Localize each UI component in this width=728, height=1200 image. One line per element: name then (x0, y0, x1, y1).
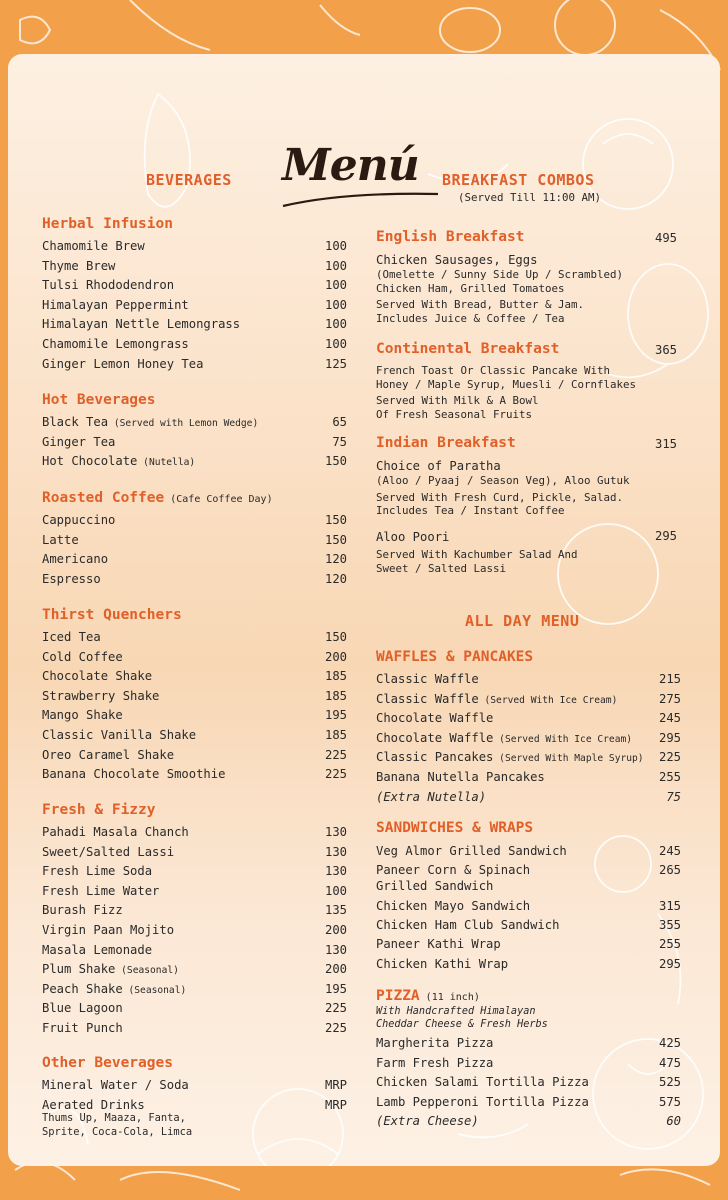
item-price: 150 (324, 454, 347, 469)
item-name: Margherita Pizza (376, 1036, 494, 1050)
item-name: Burash Fizz (42, 903, 123, 918)
item-name: Chocolate Waffle (376, 711, 494, 726)
item-name: Chicken Kathi Wrap (376, 957, 509, 971)
item-price: 425 (658, 1036, 681, 1050)
item-note: (Seasonal) (115, 965, 179, 977)
item-price: 475 (658, 1055, 681, 1070)
item-price: 65 (332, 415, 347, 429)
menu-item (42, 980, 347, 998)
menu-item (42, 511, 347, 529)
item-name: Himalayan Nettle Lemongrass (42, 317, 241, 332)
menu-item (42, 960, 347, 978)
combo-price: 495 (655, 231, 678, 245)
menu-item (42, 315, 347, 333)
item-price: 125 (324, 356, 347, 371)
combo-price: 295 (655, 529, 678, 543)
group-heading: Roasted Coffee (Cafe Coffee Day) (42, 490, 273, 506)
group-heading: Thirst Quenchers (42, 607, 182, 623)
menu-item (376, 709, 681, 727)
combo-line: Chicken Sausages, Eggs (376, 253, 538, 267)
menu-card (8, 54, 720, 1166)
menu-item (376, 748, 681, 766)
section-heading-beverages: BEVERAGES (146, 171, 232, 189)
combo-line: Aloo Poori (376, 530, 450, 544)
item-price: 225 (324, 747, 347, 762)
item-price: 225 (324, 1021, 347, 1035)
item-name: (Extra Cheese) (376, 1114, 479, 1129)
menu-item (376, 670, 681, 688)
item-price: 100 (324, 258, 347, 273)
item-name: Ginger Lemon Honey Tea (42, 356, 204, 371)
item-note: (Nutella) (137, 457, 196, 469)
item-price: 150 (324, 513, 347, 527)
item-name: Chocolate Shake (42, 669, 153, 684)
item-price: 225 (324, 1001, 347, 1016)
item-name: Sweet/Salted Lassi (42, 844, 175, 859)
menu-item (376, 690, 681, 708)
item-price: 315 (658, 899, 681, 913)
item-name: Black Tea (Served with Lemon Wedge) (42, 415, 259, 429)
menu-item (376, 842, 681, 860)
menu-item (376, 916, 681, 934)
item-name: Hot Chocolate (Nutella) (42, 454, 196, 469)
item-name: Americano (42, 552, 109, 567)
menu-item (42, 999, 347, 1017)
item-name: Peach Shake (Seasonal) (42, 981, 187, 996)
item-price: 120 (324, 552, 347, 567)
menu-item (376, 935, 681, 953)
combo-note: (Aloo / Pyaaj / Season Veg), Aloo Gutuk (376, 474, 630, 487)
item-name: Chamomile Brew (42, 239, 145, 253)
item-name: Cappuccino (42, 513, 116, 527)
item-name: Grilled Sandwich (376, 879, 494, 893)
item-name: Espresso (42, 571, 101, 586)
item-name: (Extra Nutella) (376, 789, 487, 804)
item-name: Himalayan Peppermint (42, 297, 189, 312)
group-heading: Hot Beverages (42, 392, 156, 408)
item-price: 265 (658, 863, 681, 877)
item-name: Mineral Water / Soda (42, 1078, 189, 1092)
item-price: 150 (324, 532, 347, 547)
item-price: 295 (658, 957, 681, 971)
menu-item (42, 1076, 347, 1094)
item-name: Masala Lemonade (42, 942, 153, 957)
combo-name: English Breakfast (376, 229, 525, 245)
item-name: Veg Almor Grilled Sandwich (376, 844, 567, 858)
item-price: 355 (658, 918, 681, 932)
item-price: 255 (658, 937, 681, 951)
menu-item (42, 901, 347, 919)
item-price: 150 (324, 630, 347, 644)
item-name: Fruit Punch (42, 1021, 123, 1035)
menu-item (42, 921, 347, 939)
item-price: 100 (324, 337, 347, 351)
menu-item (376, 1112, 681, 1130)
combo-note: (Omelette / Sunny Side Up / Scrambled) Chicken Ham, Grilled Tomatoes (376, 268, 624, 295)
item-name: Cold Coffee (42, 649, 123, 664)
item-price: 130 (324, 942, 347, 957)
item-note: (Served With Ice Cream) (493, 733, 633, 745)
item-name: Chicken Mayo Sandwich (376, 899, 531, 913)
pizza-note: With Handcrafted Himalayan Cheddar Cheese & Fresh Herbs (376, 1006, 548, 1030)
item-price: 195 (324, 981, 347, 996)
item-name: Plum Shake (Seasonal) (42, 962, 179, 977)
item-price: MRP (324, 1097, 347, 1112)
item-price: 225 (324, 767, 347, 782)
item-note: (Served With Maple Syrup) (493, 753, 644, 765)
menu-item (42, 941, 347, 959)
item-price: 185 (324, 728, 347, 742)
item-name: Lamb Pepperoni Tortilla Pizza (376, 1094, 589, 1109)
menu-item (42, 726, 347, 744)
item-name: Pahadi Masala Chanch (42, 825, 189, 839)
menu-item (376, 768, 681, 786)
item-price: 295 (658, 730, 681, 745)
menu-item (42, 355, 347, 373)
item-name: Chamomile Lemongrass (42, 337, 189, 351)
menu-item (376, 955, 681, 973)
menu-item (42, 335, 347, 353)
group-heading: Fresh & Fizzy (42, 802, 156, 818)
combo-note: Served With Bread, Butter & Jam. Includes Juice & Coffee / Tea (376, 298, 585, 325)
item-price: 200 (324, 649, 347, 664)
item-price: 225 (658, 750, 681, 765)
combo-note: Served With Fresh Curd, Pickle, Salad. Includes Tea / Instant Coffee (376, 490, 624, 517)
item-price: 130 (324, 864, 347, 879)
section-heading-breakfast: BREAKFAST COMBOS (442, 171, 595, 189)
menu-item (42, 257, 347, 275)
item-name: Thyme Brew (42, 258, 116, 273)
menu-item (42, 765, 347, 783)
menu-item (42, 882, 347, 900)
item-name: Virgin Paan Mojito (42, 923, 175, 937)
item-price: 245 (658, 711, 681, 726)
menu-item (42, 276, 347, 294)
menu-item (42, 452, 347, 470)
menu-item (376, 1054, 681, 1072)
item-price: 575 (658, 1094, 681, 1109)
menu-item (42, 628, 347, 646)
item-price: 100 (324, 239, 347, 253)
menu-item (42, 843, 347, 861)
item-price: 185 (324, 688, 347, 703)
item-note: (Served With Ice Cream) (478, 694, 618, 706)
group-heading: PIZZA (11 inch) (376, 988, 480, 1004)
item-price: 525 (658, 1075, 681, 1090)
menu-item (42, 531, 347, 549)
menu-item (376, 1073, 681, 1091)
menu-item (42, 433, 347, 451)
combo-note: Served With Milk & A Bowl Of Fresh Seasonal Fruits (376, 394, 539, 421)
item-price: 130 (324, 825, 347, 839)
item-price: 100 (324, 297, 347, 312)
item-name: Classic Vanilla Shake (42, 728, 197, 742)
item-name: Paneer Kathi Wrap (376, 937, 501, 951)
item-name: Chicken Ham Club Sandwich (376, 918, 560, 932)
menu-item (42, 1096, 347, 1114)
item-price: 245 (658, 844, 681, 858)
group-heading: SANDWICHES & WRAPS (376, 820, 534, 836)
combo-name: Indian Breakfast (376, 435, 516, 451)
item-price: 75 (332, 434, 347, 449)
menu-item (376, 729, 681, 747)
item-name: Mango Shake (42, 708, 123, 723)
menu-item (42, 667, 347, 685)
menu-item (376, 1034, 681, 1052)
group-heading: Other Beverages (42, 1055, 173, 1071)
combo-line: Choice of Paratha (376, 459, 501, 473)
menu-item (42, 296, 347, 314)
combo-price: 315 (655, 437, 678, 451)
menu-item (42, 413, 347, 431)
combo-note: French Toast Or Classic Pancake With Honey / Maple Syrup, Muesli / Cornflakes (376, 364, 637, 391)
menu-item (376, 788, 681, 806)
section-heading-all-day: ALL DAY MENU (465, 612, 580, 630)
item-price: 60 (666, 1114, 681, 1129)
menu-item (42, 862, 347, 880)
menu-item (42, 570, 347, 588)
item-note: (Served with Lemon Wedge) (108, 418, 259, 429)
group-footnote: Thums Up, Maaza, Fanta, Sprite, Coca-Cola, Limca (42, 1112, 193, 1138)
item-price: 75 (666, 789, 681, 804)
menu-item (42, 648, 347, 666)
breakfast-subheading: (Served Till 11:00 AM) (458, 191, 602, 204)
combo-name: Continental Breakfast (376, 341, 560, 357)
combo-price: 365 (655, 343, 678, 357)
item-name: Aerated Drinks (42, 1097, 145, 1112)
item-name: Fresh Lime Soda (42, 864, 153, 879)
item-name: Fresh Lime Water (42, 883, 160, 898)
item-name: Classic Waffle (376, 672, 479, 686)
menu-item (42, 687, 347, 705)
item-name: Tulsi Rhododendron (42, 278, 175, 293)
item-price: 275 (658, 691, 681, 706)
group-heading: WAFFLES & PANCAKES (376, 649, 534, 665)
item-price: 100 (324, 278, 347, 293)
item-price: 135 (324, 903, 347, 918)
item-note: (Seasonal) (122, 984, 187, 996)
item-name: Chicken Salami Tortilla Pizza (376, 1075, 589, 1090)
menu-item (42, 550, 347, 568)
menu-item (42, 237, 347, 255)
item-name: Classic Waffle (Served With Ice Cream) (376, 691, 618, 706)
group-note: (Cafe Coffee Day) (164, 494, 273, 505)
item-price: MRP (324, 1078, 347, 1092)
item-price: 200 (324, 962, 347, 977)
item-price: 195 (324, 708, 347, 723)
item-name: Iced Tea (42, 630, 101, 644)
menu-item (376, 897, 681, 915)
combo-note: Served With Kachumber Salad And Sweet / Salted Lassi (376, 548, 578, 575)
pizza-size: (11 inch) (419, 992, 480, 1003)
group-heading: Herbal Infusion (42, 216, 173, 232)
item-price: 185 (324, 669, 347, 684)
menu-item (376, 1093, 681, 1111)
menu-item (42, 823, 347, 841)
menu-item (42, 746, 347, 764)
item-name: Paneer Corn & Spinach (376, 863, 531, 877)
item-name: Blue Lagoon (42, 1001, 123, 1016)
item-name: Banana Nutella Pancakes (376, 770, 545, 784)
item-name: Latte (42, 532, 79, 547)
menu-item (42, 706, 347, 724)
item-name: Banana Chocolate Smoothie (42, 767, 226, 782)
item-name: Oreo Caramel Shake (42, 747, 175, 762)
menu-title: Menú (278, 140, 448, 210)
item-name: Ginger Tea (42, 434, 116, 449)
item-price: 255 (658, 770, 681, 784)
item-price: 100 (324, 317, 347, 332)
menu-item (42, 1019, 347, 1037)
item-name: Chocolate Waffle (Served With Ice Cream) (376, 730, 633, 745)
item-name: Farm Fresh Pizza (376, 1055, 494, 1070)
item-price: 120 (324, 571, 347, 586)
item-price: 130 (324, 844, 347, 859)
item-price: 200 (324, 923, 347, 937)
title-swash (278, 186, 448, 210)
item-price: 215 (658, 672, 681, 686)
item-name: Classic Pancakes (Served With Maple Syrup) (376, 750, 644, 765)
item-name: Strawberry Shake (42, 688, 160, 703)
menu-item (376, 877, 681, 895)
item-price: 100 (324, 883, 347, 898)
